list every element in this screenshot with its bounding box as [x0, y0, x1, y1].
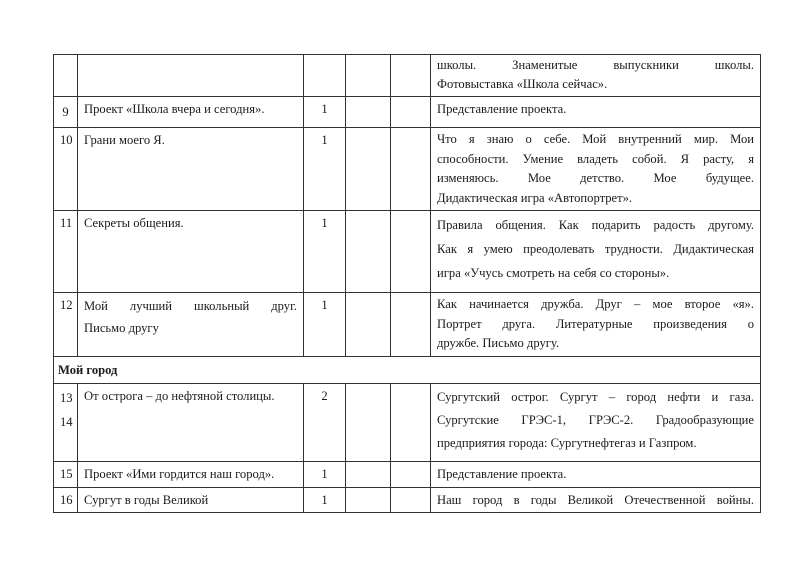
topic-cell — [78, 293, 304, 357]
content-cell — [431, 462, 761, 488]
topic-line: Письмо другу — [84, 321, 159, 335]
date-fact-cell — [391, 55, 431, 97]
content-line: Сургутские ГРЭС-1, ГРЭС-2. Градообразующие — [437, 413, 754, 427]
table-row — [54, 462, 761, 488]
row-number: 10 — [60, 133, 73, 147]
hours-cell: 2 — [304, 384, 346, 462]
date-plan-cell — [346, 384, 391, 462]
date-fact-cell — [391, 293, 431, 357]
table-row — [54, 293, 761, 357]
content-line: Как начинается дружба. Друг – мое второе «я». — [437, 297, 754, 311]
content-line: предприятия города: Сургутнефтегаз и Газпром. — [437, 436, 697, 450]
content-line: Представление проекта. — [437, 102, 567, 116]
table-row — [54, 384, 761, 462]
content-cell — [431, 211, 761, 293]
hours-cell: 1 — [304, 462, 346, 488]
hours-cell: 1 — [304, 128, 346, 211]
content-cell — [431, 293, 761, 357]
table-row — [54, 128, 761, 211]
content-line: изменяюсь. Мое детство. Мое будущее. — [437, 171, 754, 185]
content-cell — [431, 384, 761, 462]
hours-cell: 1 — [304, 293, 346, 357]
content-line: Как я умею преодолевать трудности. Дидактическая — [437, 242, 754, 256]
content-line: игра «Учусь смотреть на себя со стороны». — [437, 266, 670, 280]
content-cell — [431, 97, 761, 128]
date-fact-cell — [391, 97, 431, 128]
content-line: Фотовыставка «Школа сейчас». — [437, 77, 608, 91]
table-row — [54, 55, 761, 97]
section-title: Мой город — [54, 357, 761, 384]
curriculum-table — [53, 54, 761, 513]
row-number: 15 — [60, 467, 73, 481]
row-number: 12 — [60, 298, 73, 312]
row-number: 14 — [60, 415, 73, 429]
date-plan-cell — [346, 211, 391, 293]
hours-cell: 1 — [304, 211, 346, 293]
date-plan-cell — [346, 97, 391, 128]
topic-cell: От острога – до нефтяной столицы. — [78, 384, 304, 462]
hours-cell: 1 — [304, 488, 346, 513]
date-plan-cell — [346, 55, 391, 97]
row-number: 9 — [62, 105, 69, 119]
content-line: Дидактическая игра «Автопортрет». — [437, 190, 633, 205]
table-row — [54, 97, 761, 128]
content-line: Сургутский острог. Сургут – город нефти и газа. — [437, 390, 754, 404]
date-fact-cell — [391, 211, 431, 293]
content-cell — [431, 128, 761, 211]
date-plan-cell — [346, 293, 391, 357]
content-line: Что я знаю о себе. Мой внутренний мир. Мои — [437, 132, 754, 146]
row-number-cell — [54, 462, 78, 488]
topic-cell: Проект «Ими гордится наш город». — [78, 462, 304, 488]
date-fact-cell — [391, 128, 431, 211]
row-number-cell — [54, 55, 78, 97]
row-number: 13 — [60, 391, 73, 405]
content-line: способности. Умение владеть собой. Я расту, я — [437, 151, 754, 166]
row-number-cell — [54, 97, 78, 128]
row-number-cell — [54, 211, 78, 293]
row-number-cell — [54, 488, 78, 513]
date-plan-cell — [346, 128, 391, 211]
content-line: Представление проекта. — [437, 467, 567, 481]
content-line: дружбе. Письмо другу. — [437, 336, 560, 350]
row-number-cell — [54, 293, 78, 357]
topic-cell: Сургут в годы Великой — [78, 488, 304, 513]
hours-cell — [304, 55, 346, 97]
topic-cell: Проект «Школа вчера и сегодня». — [78, 97, 304, 128]
date-fact-cell — [391, 488, 431, 513]
date-fact-cell — [391, 462, 431, 488]
section-header-row — [54, 357, 761, 384]
content-line: Правила общения. Как подарить радость другому. — [437, 218, 754, 232]
content-line: Наш город в годы Великой Отечественной войны. — [437, 493, 754, 507]
topic-line: Мой лучший школьный друг. — [84, 299, 297, 313]
date-plan-cell — [346, 462, 391, 488]
content-line: школы. Знаменитые выпускники школы. — [437, 58, 754, 72]
row-number-cell — [54, 128, 78, 211]
table-row — [54, 488, 761, 513]
date-plan-cell — [346, 488, 391, 513]
row-number-cell — [54, 384, 78, 462]
row-number: 16 — [60, 493, 73, 507]
hours-cell: 1 — [304, 97, 346, 128]
topic-cell: Секреты общения. — [78, 211, 304, 293]
content-cell — [431, 55, 761, 97]
table-row — [54, 211, 761, 293]
row-number: 11 — [60, 216, 73, 230]
date-fact-cell — [391, 384, 431, 462]
content-cell — [431, 488, 761, 513]
topic-cell: Грани моего Я. — [78, 128, 304, 211]
topic-cell — [78, 55, 304, 97]
content-line: Портрет друга. Литературные произведения о — [437, 316, 754, 331]
